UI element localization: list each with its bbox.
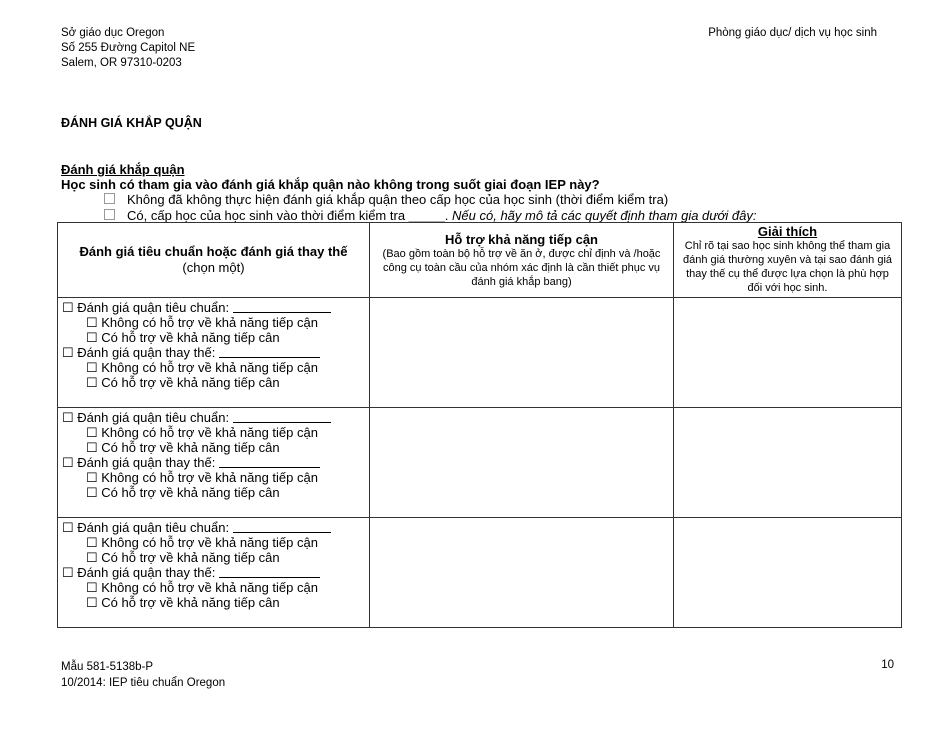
checkbox-yes[interactable]: [104, 209, 115, 220]
header-address: [61, 26, 195, 71]
col-access-title: Hỗ trợ khả năng tiếp cận: [445, 231, 598, 247]
access-support-cell[interactable]: [370, 298, 674, 408]
form-revision: 10/2014: IEP tiêu chuẩn Oregon: [61, 677, 226, 689]
option-yes[interactable]: [104, 208, 756, 223]
standard-grade-blank[interactable]: [233, 520, 331, 533]
table-header-row: [58, 223, 902, 298]
col-explanation-title: Giải thích: [757, 224, 818, 239]
standard-assessment-checkbox[interactable]: ☐ Đánh giá quận tiêu chuẩn:: [62, 520, 230, 535]
with-support-checkbox[interactable]: ☐ Có hỗ trợ về khả năng tiếp cân: [86, 375, 280, 390]
alternate-grade-blank[interactable]: [219, 565, 320, 578]
no-support-checkbox[interactable]: ☐ Không có hỗ trợ về khả năng tiếp cận: [86, 535, 318, 550]
with-support-checkbox[interactable]: ☐ Có hỗ trợ về khả năng tiếp cân: [86, 440, 280, 455]
option-yes-label: Có, cấp học của học sinh vào thời điểm kiểm tra _____.: [127, 208, 449, 223]
col-explanation: [674, 223, 902, 298]
with-support-checkbox[interactable]: ☐ Có hỗ trợ về khả năng tiếp cân: [86, 550, 280, 565]
no-support-checkbox[interactable]: ☐ Không có hỗ trợ về khả năng tiếp cận: [86, 315, 318, 330]
header-department: Phòng giáo dục/ dịch vụ học sinh: [708, 27, 877, 39]
header-agency: Sở giáo dục Oregon: [61, 27, 165, 39]
col-access-support: [370, 223, 674, 298]
with-support-checkbox[interactable]: ☐ Có hỗ trợ về khả năng tiếp cân: [86, 485, 280, 500]
section: [61, 162, 600, 192]
alternate-assessment-checkbox[interactable]: ☐ Đánh giá quận thay thế:: [62, 345, 216, 360]
alternate-assessment-checkbox[interactable]: ☐ Đánh giá quận thay thế:: [62, 455, 216, 470]
option-no-label: Không đã không thực hiện đánh giá khắp quận theo cấp học của học sinh (thời điểm kiểm tra): [127, 192, 669, 207]
table-row: [58, 518, 902, 628]
explanation-cell[interactable]: [674, 408, 902, 518]
col-assessment-type: [58, 223, 370, 298]
no-support-checkbox[interactable]: ☐ Không có hỗ trợ về khả năng tiếp cận: [86, 425, 318, 440]
option-yes-instruction: Nếu có, hãy mô tả các quyết định tham gia dưới đây:: [448, 208, 757, 223]
standard-grade-blank[interactable]: [233, 300, 331, 313]
col-assessment-sub: (chọn một): [182, 260, 245, 275]
section-question: Học sinh có tham gia vào đánh giá khắp quận nào không trong suốt giai đoạn IEP này?: [61, 177, 600, 192]
alternate-grade-blank[interactable]: [219, 345, 320, 358]
header-street: Số 255 Đường Capitol NE: [61, 42, 196, 54]
explanation-cell[interactable]: [674, 518, 902, 628]
assessment-table: [57, 222, 902, 628]
explanation-cell[interactable]: [674, 298, 902, 408]
table-row: [58, 408, 902, 518]
assessment-choice-cell[interactable]: [58, 518, 370, 628]
checkbox-no[interactable]: [104, 193, 115, 204]
col-explanation-sub: Chỉ rõ tại sao học sinh không thể tham gia đánh giá thường xuyên và tại sao đánh giá thay thế cụ thể được lựa chọn là phù hợp đối với học sinh.: [682, 240, 893, 294]
standard-assessment-checkbox[interactable]: ☐ Đánh giá quận tiêu chuẩn:: [62, 410, 230, 425]
page-number: 10: [881, 659, 894, 671]
with-support-checkbox[interactable]: ☐ Có hỗ trợ về khả năng tiếp cân: [86, 595, 280, 610]
footer: [61, 659, 225, 691]
form-number: Mẫu 581-5138b-P: [61, 661, 154, 673]
no-support-checkbox[interactable]: ☐ Không có hỗ trợ về khả năng tiếp cận: [86, 580, 318, 595]
table-row: [58, 298, 902, 408]
no-support-checkbox[interactable]: ☐ Không có hỗ trợ về khả năng tiếp cận: [86, 360, 318, 375]
col-access-sub: (Bao gồm toàn bộ hỗ trợ về ăn ở, được chỉ định và /hoặc công cụ toàn cầu của nhóm xác định là cần thiết phục vụ đánh giá khắp bang): [382, 247, 661, 288]
standard-grade-blank[interactable]: [233, 410, 331, 423]
assessment-choice-cell[interactable]: [58, 298, 370, 408]
section-heading: Đánh giá khắp quận: [61, 162, 185, 177]
no-support-checkbox[interactable]: ☐ Không có hỗ trợ về khả năng tiếp cận: [86, 470, 318, 485]
alternate-grade-blank[interactable]: [219, 455, 320, 468]
assessment-choice-cell[interactable]: [58, 408, 370, 518]
option-no[interactable]: [104, 192, 668, 207]
access-support-cell[interactable]: [370, 408, 674, 518]
alternate-assessment-checkbox[interactable]: ☐ Đánh giá quận thay thế:: [62, 565, 216, 580]
page-title: ĐÁNH GIÁ KHẮP QUẬN: [61, 116, 202, 130]
col-assessment-title: Đánh giá tiêu chuẩn hoặc đánh giá thay thế: [79, 244, 348, 259]
access-support-cell[interactable]: [370, 518, 674, 628]
with-support-checkbox[interactable]: ☐ Có hỗ trợ về khả năng tiếp cân: [86, 330, 280, 345]
header-city: Salem, OR 97310-0203: [61, 57, 182, 69]
standard-assessment-checkbox[interactable]: ☐ Đánh giá quận tiêu chuẩn:: [62, 300, 230, 315]
